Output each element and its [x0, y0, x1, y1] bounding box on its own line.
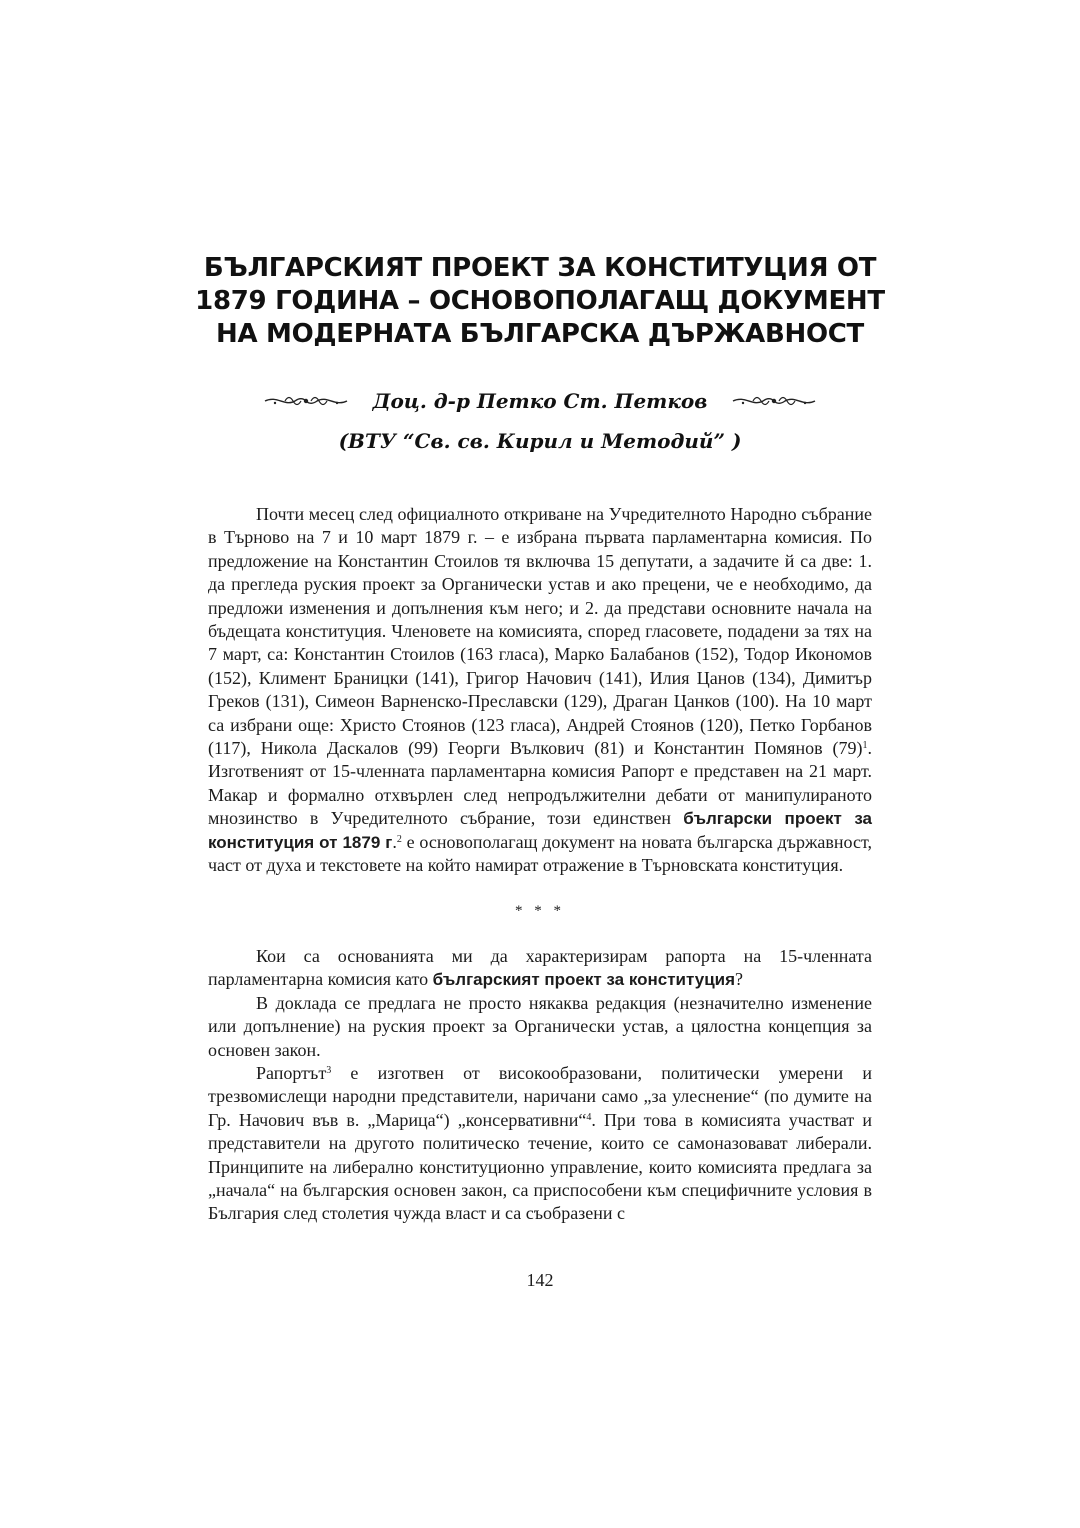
text-run: Кои са основанията ми да характеризирам рапорта на 15-членната парламентарна комисия като: [208, 945, 872, 990]
bold-phrase: българският проект за конституция: [432, 970, 736, 990]
text-run: Почти месец след официалното откриване на Учредителното Народно събрание в Търново на 7 и 10 март 1879 г. – е избрана първата парламентарна комисия. По предложение на Константин Стоилов тя включва 15 депутати, а задачите й са две: 1. да прегледа руския проект за Органически устав и ако прецени, че е необходимо, да предложи изменения и допълнения към него; и 2. да представи основните начала на бъдещата конституция. Членовете на комисията, според гласовете, подадени за тях на 7 март, са: Константин Стоилов (163 гласа), Марко Балабанов (152), Тодор Икономов (152), Климент Браницки (141), Григор Начович (141), Илия Цанов (134), Димитър Греков (131), Симеон Варненско-Преславски (129), Драган Цанков (100). На 10 март са избрани още: Христо Стоянов (123 гласа), Андрей Стоянов (120), Петко Горбанов (117), Никола Даскалов (99) Георги Вълкович (81) и Константин Помянов (79): [208, 504, 872, 759]
paragraph: В доклада се предлага не просто някаква редакция (незначително изменение или допълнение) на руския проект за Органически устав, а цялостна концепция за основен закон.: [208, 992, 872, 1060]
text-run: . При това в комисията участват и представители на другото политическо течение, които се самоназовават либерали. Принципите на либерално конституционно управление, които комисията предлага за „начала“ на българския основен закон, са приспособени към специфичните условия в България след столетия чужда власт и са съобразени с: [208, 1109, 873, 1224]
text-run: . Изготвеният от 15-членната парламентарна комисия Рапорт е представен на 21 март. Макар и формално отхвърлен след непродължителни дебати от манипулираното мнозинство в Учредителното събрание, този единствен: [208, 738, 872, 829]
right-ornament-icon: [731, 391, 817, 411]
article-title: [150, 252, 930, 351]
author-row: [150, 384, 930, 418]
section-separator: * * *: [515, 902, 565, 919]
paragraph: [208, 945, 872, 992]
text-run: е изготвен от високообразовани, политически умерени и трезвомислещи народни представители, наричани само „за улеснение“ (по думите на Гр. Начович във в. „Марица“) „консервативни“: [208, 1062, 872, 1130]
title-line: БЪЛГАРСКИЯТ ПРОЕКТ ЗА КОНСТИТУЦИЯ ОТ: [203, 253, 877, 283]
text-run: Рапортът: [256, 1062, 327, 1083]
author-name: Доц. д-р Петко Ст. Петков: [372, 389, 708, 413]
paragraph: [208, 503, 872, 878]
text-run: е основополагащ документ на новата българска държавност, част от духа и текстовете на който намират отражение в Търновската конституция.: [208, 831, 872, 876]
title-line: 1879 ГОДИНА – ОСНОВОПОЛАГАЩ ДОКУМЕНТ: [195, 286, 885, 316]
text-run: ?: [735, 969, 744, 990]
page-number: 142: [526, 1270, 554, 1290]
footnote-ref: 2: [396, 833, 402, 845]
title-line: НА МОДЕРНАТА БЪЛГАРСКА ДЪРЖАВНОСТ: [216, 319, 864, 349]
paragraph: [208, 1062, 872, 1226]
footnote-ref: 1: [862, 740, 868, 752]
bold-phrase: български проект за конституция от 1879 г: [208, 809, 872, 852]
footnote-ref: 3: [326, 1064, 332, 1076]
author-affiliation: (ВТУ “Св. св. Кирил и Методий” ): [338, 429, 742, 453]
article-body: [208, 503, 872, 1226]
text-run: .: [392, 831, 397, 852]
left-ornament-icon: [263, 391, 349, 411]
footnote-ref: 4: [586, 1111, 592, 1123]
